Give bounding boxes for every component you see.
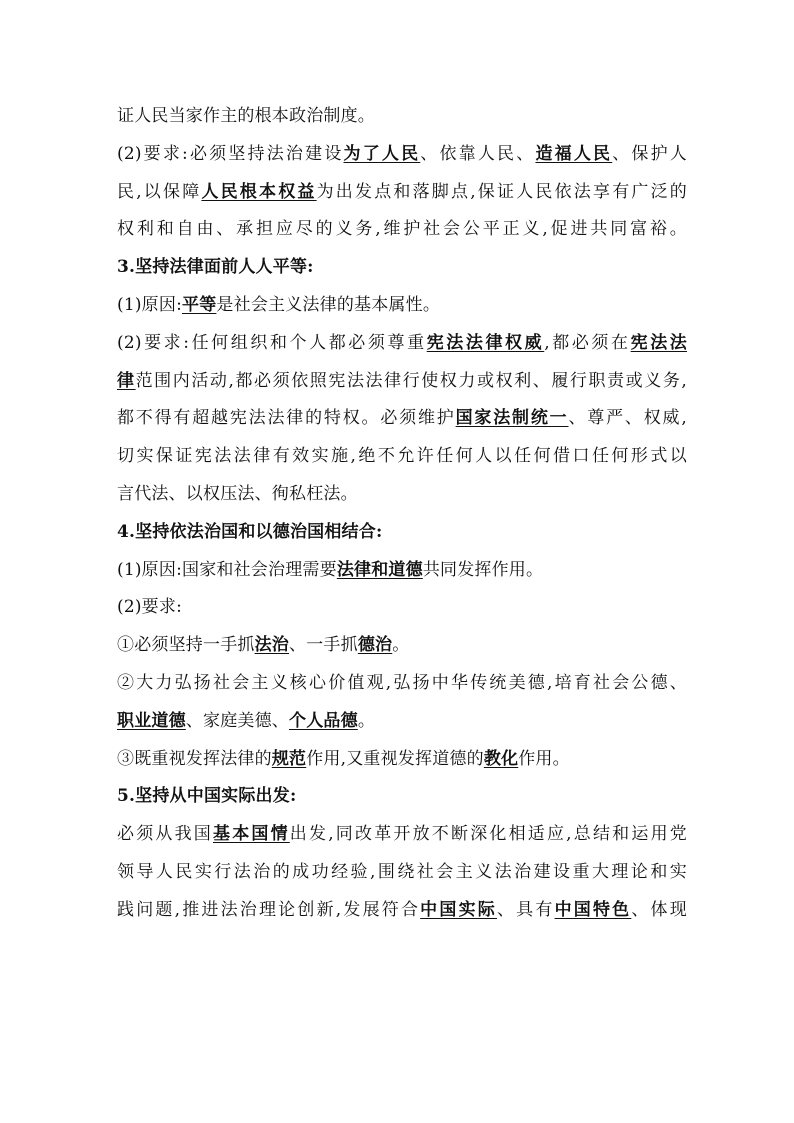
key-term: 个人品德 xyxy=(289,710,358,731)
heading-text: 3.坚持法律面前人人平等: xyxy=(117,257,314,278)
key-term: 为了人民 xyxy=(343,143,421,164)
key-term: 法律和道德 xyxy=(336,559,423,580)
text-line xyxy=(117,892,687,930)
text-line xyxy=(117,174,687,212)
key-term: 平等 xyxy=(182,294,217,315)
key-term: 规范 xyxy=(271,748,307,769)
body-text: 、保护人 xyxy=(612,143,687,164)
key-term: 教化 xyxy=(483,748,519,769)
key-term: 中国实际 xyxy=(420,899,497,920)
key-term: 宪法法 xyxy=(630,332,688,353)
body-text: 。 xyxy=(392,635,410,656)
text-line xyxy=(117,211,687,249)
key-term: 国家法制统一 xyxy=(455,408,569,429)
body-text: 、尊严、权威, xyxy=(568,408,687,429)
body-text: 证人民当家作主的根本政治制度。 xyxy=(117,106,375,126)
document-body xyxy=(117,98,687,930)
body-text: 作用,又重视发挥道德的 xyxy=(306,748,484,769)
body-text: (1)原因:国家和社会治理需要 xyxy=(117,559,337,580)
body-text: 、具有 xyxy=(496,899,555,920)
body-text: 共同发挥作用。 xyxy=(422,559,544,580)
body-text: ,都必须在 xyxy=(544,332,631,353)
text-line xyxy=(117,816,687,854)
key-term: 人民根本权益 xyxy=(201,181,317,202)
body-text: 范围内活动,都必须依照宪法法律行使权力或权利、履行职责或义务, xyxy=(135,370,688,391)
body-text: 。 xyxy=(357,710,376,731)
text-line xyxy=(117,400,687,438)
body-text: 践问题,推进法治理论创新,发展符合 xyxy=(117,899,421,920)
body-text: (1)原因: xyxy=(117,294,183,315)
body-text: 、依靠人民、 xyxy=(420,143,536,164)
body-text: ①必须坚持一手抓 xyxy=(117,635,255,656)
body-text: 、家庭美德、 xyxy=(185,710,290,731)
text-line xyxy=(117,854,687,892)
body-text: 切实保证宪法法律有效实施,绝不允许任何人以任何借口任何形式以 xyxy=(117,446,687,467)
section-heading xyxy=(117,514,687,552)
text-line xyxy=(117,703,687,741)
key-term: 宪法法律权威 xyxy=(426,332,545,353)
body-text: 作用。 xyxy=(518,748,570,769)
body-text: 、一手抓 xyxy=(289,635,358,656)
text-line xyxy=(117,438,687,476)
body-text: 、体现 xyxy=(631,899,687,920)
body-text: 领导人民实行法治的成功经验,围绕社会主义法治建设重大理论和实 xyxy=(117,861,687,882)
text-line xyxy=(117,98,687,136)
text-line xyxy=(117,589,687,627)
body-text: ③既重视发挥法律的 xyxy=(117,748,272,769)
body-text: 言代法、以权压法、徇私枉法。 xyxy=(117,483,358,504)
body-text: 为出发点和落脚点,保证人民依法享有广泛的 xyxy=(316,181,688,202)
body-text: (2)要求:必须坚持法治建设 xyxy=(117,143,344,164)
key-term: 基本国情 xyxy=(213,824,290,845)
text-line xyxy=(117,665,687,703)
section-heading xyxy=(117,249,687,287)
body-text: 民,以保障 xyxy=(117,181,202,202)
body-text: 出发,同改革开放不断深化相适应,总结和运用党 xyxy=(289,824,687,845)
text-line xyxy=(117,325,687,363)
text-line xyxy=(117,476,687,514)
key-term: 中国特色 xyxy=(554,899,632,920)
text-line xyxy=(117,627,687,665)
body-text: (2)要求: xyxy=(117,597,183,618)
body-text: 都不得有超越宪法法律的特权。必须维护 xyxy=(117,408,456,429)
text-line xyxy=(117,363,687,401)
text-line xyxy=(117,552,687,590)
key-term: 律 xyxy=(117,370,136,391)
text-line xyxy=(117,136,687,174)
key-term: 职业道德 xyxy=(117,710,186,731)
key-term: 法治 xyxy=(254,635,290,656)
heading-text: 5.坚持从中国实际出发: xyxy=(117,786,297,807)
body-text: (2)要求:任何组织和个人都必须尊重 xyxy=(117,332,427,353)
body-text: ②大力弘扬社会主义核心价值观,弘扬中华传统美德,培育社会公德、 xyxy=(117,672,687,693)
text-line xyxy=(117,741,687,779)
body-text: 权利和自由、承担应尽的义务,维护社会公平正义,促进共同富裕。 xyxy=(117,219,687,240)
section-heading xyxy=(117,778,687,816)
text-line xyxy=(117,287,687,325)
heading-text: 4.坚持依法治国和以德治国相结合: xyxy=(117,521,383,542)
body-text: 必须从我国 xyxy=(117,824,213,845)
body-text: 是社会主义法律的基本属性。 xyxy=(216,294,441,315)
key-term: 造福人民 xyxy=(535,143,613,164)
key-term: 德治 xyxy=(357,635,393,656)
